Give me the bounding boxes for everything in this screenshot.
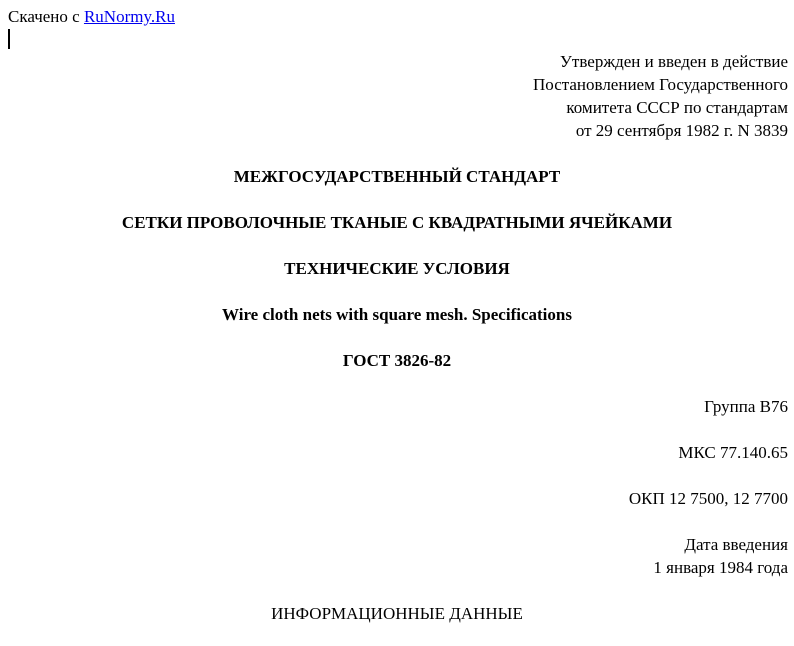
mks-code: МКС 77.140.65 (678, 443, 788, 462)
approval-line: Постановлением Государственного (533, 75, 788, 94)
title-en: Wire cloth nets with square mesh. Specifications (222, 305, 572, 324)
approval-block (533, 50, 788, 142)
approval-line: от 29 сентября 1982 г. N 3839 (575, 121, 788, 140)
approval-line: Утвержден и введен в действие (559, 52, 788, 71)
title-ru: СЕТКИ ПРОВОЛОЧНЫЕ ТКАНЫЕ С КВАДРАТНЫМИ ЯЧЕЙКАМИ (121, 213, 673, 232)
gost-number: ГОСТ 3826-82 (342, 351, 452, 370)
source-line (8, 5, 175, 28)
approval-line: комитета СССР по стандартам (566, 98, 788, 117)
intro-date-label: Дата введения (684, 535, 788, 554)
source-link[interactable]: RuNormy.Ru (83, 7, 175, 26)
info-data-heading: ИНФОРМАЦИОННЫЕ ДАННЫЕ (271, 604, 523, 623)
okp-code: ОКП 12 7500, 12 7700 (628, 489, 788, 508)
source-prefix: Скачено с (8, 7, 84, 26)
group-code: Группа В76 (704, 397, 788, 416)
intro-date-value: 1 января 1984 года (653, 558, 788, 577)
text-cursor (8, 29, 10, 49)
standard-type-heading: МЕЖГОСУДАРСТВЕННЫЙ СТАНДАРТ (233, 167, 561, 186)
subtitle-ru: ТЕХНИЧЕСКИЕ УСЛОВИЯ (284, 259, 510, 278)
